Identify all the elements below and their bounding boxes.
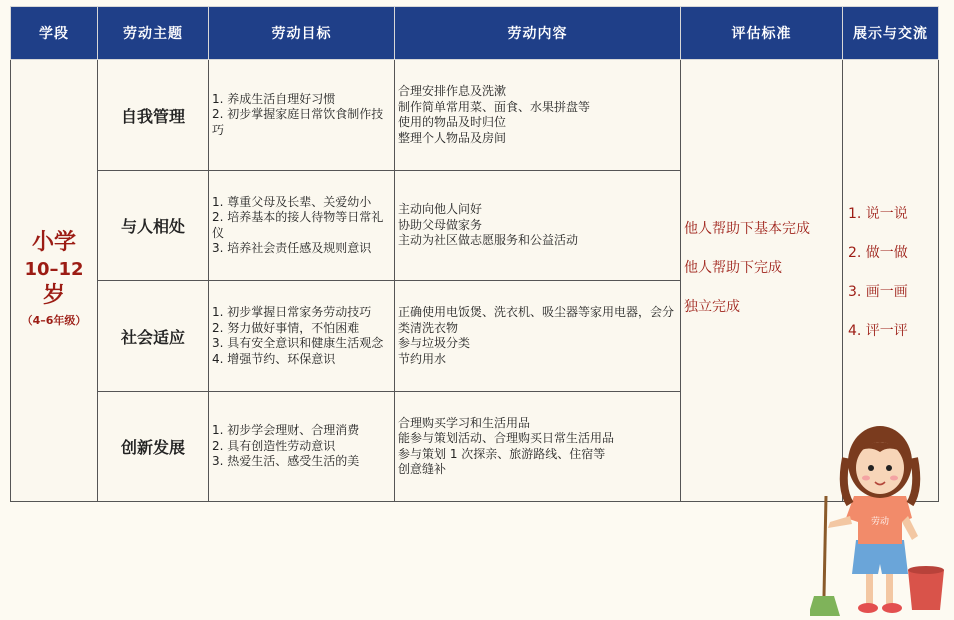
header-theme: 劳动主题 bbox=[98, 7, 209, 60]
goal-cell bbox=[209, 281, 395, 392]
goal-item: 2. 努力做好事情，不怕困难 bbox=[212, 320, 360, 335]
header-goal: 劳动目标 bbox=[209, 7, 395, 60]
content-item: 参与垃圾分类 bbox=[398, 336, 471, 350]
goal-item: 3. 培养社会责任感及规则意识 bbox=[212, 241, 372, 255]
goal-cell bbox=[209, 392, 395, 502]
header-evaluation: 评估标准 bbox=[681, 7, 843, 60]
content-item: 主动为社区做志愿服务和公益活动 bbox=[398, 233, 579, 248]
theme-cell: 自我管理 bbox=[98, 60, 209, 171]
content-item: 主动向他人问好 bbox=[398, 202, 483, 217]
header-row bbox=[11, 7, 939, 60]
content-item: 参与策划 1 次探亲、旅游路线、住宿等 bbox=[398, 446, 606, 461]
stage-age-unit: 岁 bbox=[42, 283, 65, 308]
content-item: 节约用水 bbox=[398, 351, 447, 366]
content-cell bbox=[395, 60, 681, 171]
stage-cell bbox=[11, 60, 98, 502]
goal-item: 2. 培养基本的接人待物等日常礼仪 bbox=[212, 210, 384, 240]
shirt-text: 劳动 bbox=[870, 517, 890, 527]
header-content: 劳动内容 bbox=[395, 7, 681, 60]
content-cell bbox=[395, 392, 681, 502]
goal-cell bbox=[209, 171, 395, 281]
girl-with-mop-illustration bbox=[810, 418, 954, 620]
stage-grade: （4–6年级） bbox=[21, 314, 87, 327]
showcase-item: 1. 说一说 bbox=[848, 206, 908, 222]
evaluation-item: 独立完成 bbox=[684, 299, 740, 315]
content-item: 能参与策划活动、合理购买日常生活用品 bbox=[398, 431, 615, 445]
content-item: 协助父母做家务 bbox=[398, 217, 483, 232]
goal-item: 1. 初步学会理财、合理消费 bbox=[212, 423, 360, 438]
goal-item: 3. 具有安全意识和健康生活观念 bbox=[212, 336, 384, 350]
content-item: 正确使用电饭煲、洗衣机、吸尘器等家用电器，会分类清洗衣物 bbox=[398, 305, 675, 335]
goal-item: 4. 增强节约、环保意识 bbox=[212, 351, 336, 366]
header-stage: 学段 bbox=[11, 7, 98, 60]
content-item: 合理安排作息及洗漱 bbox=[398, 84, 507, 98]
content-item: 使用的物品及时归位 bbox=[398, 115, 507, 129]
content-item: 整理个人物品及房间 bbox=[398, 130, 507, 145]
stage-level: 小学 bbox=[31, 230, 76, 255]
content-item: 创意缝补 bbox=[398, 462, 447, 476]
stage-age bbox=[12, 257, 96, 310]
showcase-item: 3. 画一画 bbox=[848, 284, 908, 300]
bucket-icon bbox=[908, 570, 944, 610]
content-cell bbox=[395, 171, 681, 281]
evaluation-item: 他人帮助下完成 bbox=[684, 260, 782, 276]
theme-cell: 与人相处 bbox=[98, 171, 209, 281]
goal-item: 2. 具有创造性劳动意识 bbox=[212, 438, 336, 453]
showcase-item: 4. 评一评 bbox=[848, 323, 908, 339]
content-item: 制作简单常用菜、面食、水果拼盘等 bbox=[398, 99, 591, 114]
stage-age-range: 10–12 bbox=[24, 259, 84, 280]
labor-curriculum-table bbox=[10, 6, 939, 502]
showcase-item: 2. 做一做 bbox=[848, 245, 908, 261]
evaluation-item: 他人帮助下基本完成 bbox=[684, 221, 810, 237]
goal-item: 2. 初步掌握家庭日常饮食制作技巧 bbox=[212, 107, 384, 137]
header-showcase: 展示与交流 bbox=[843, 7, 939, 60]
content-cell bbox=[395, 281, 681, 392]
theme-cell: 社会适应 bbox=[98, 281, 209, 392]
goal-cell bbox=[209, 60, 395, 171]
goal-item: 3. 热爱生活、感受生活的美 bbox=[212, 454, 360, 469]
mop-head bbox=[810, 596, 840, 616]
table-row bbox=[11, 60, 939, 171]
goal-item: 1. 初步掌握日常家务劳动技巧 bbox=[212, 305, 372, 319]
mop-handle bbox=[824, 496, 826, 596]
goal-item: 1. 尊重父母及长辈、关爱幼小 bbox=[212, 194, 372, 209]
goal-item: 1. 养成生活自理好习惯 bbox=[212, 91, 336, 106]
theme-cell: 创新发展 bbox=[98, 392, 209, 502]
content-item: 合理购买学习和生活用品 bbox=[398, 415, 531, 430]
